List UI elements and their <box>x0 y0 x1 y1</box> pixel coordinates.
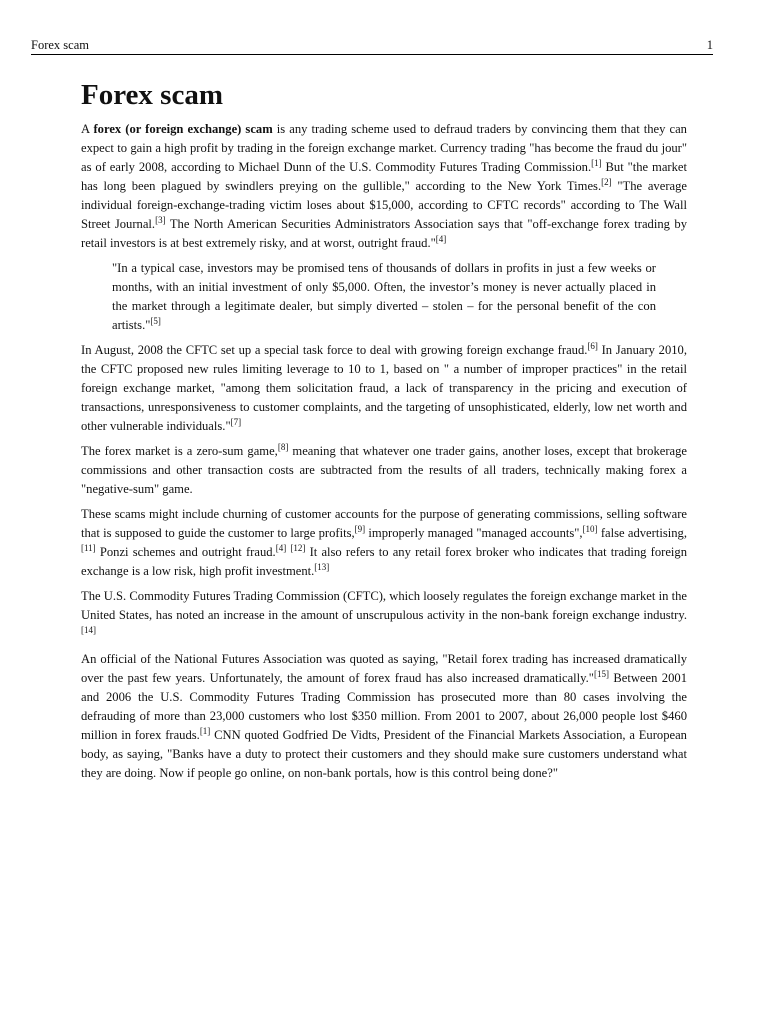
text: These scams might include churning of customer accounts for the purpose of generating commissions, selling software that is supposed to guide the customer to large profits, <box>81 507 687 540</box>
text: improperly managed "managed accounts", <box>365 526 583 540</box>
text: Ponzi schemes and outright fraud. <box>95 545 276 559</box>
citation-link[interactable]: [6] <box>587 341 598 351</box>
text: is any trading scheme used to defraud traders by convincing them that they can expect to gain a high profit by trading in the foreign exchange market. Currency trading "has become the fraud du jour" as of early 2008, according to Michael Dunn of the U.S. Commodity Futures Trading Commission. <box>81 122 687 174</box>
citation-link[interactable]: [8] <box>277 442 289 452</box>
paragraph-intro <box>81 120 687 253</box>
paragraph-zero-sum <box>81 442 687 499</box>
citation-link[interactable]: [7] <box>230 417 242 427</box>
citation-link[interactable]: [12] <box>290 543 306 553</box>
running-header <box>31 38 713 55</box>
page-title: Forex scam <box>81 79 223 111</box>
text: The North American Securities Administrators Association says that "off-exchange forex trading by retail investors is at best extremely risky, and at worst, outright fraud." <box>81 217 687 250</box>
text: In January 2010, the CFTC proposed new rules limiting leverage to 10 to 1, based on " a number of improper practices" in the retail foreign exchange market, "among them solicitation fraud, a lack of transparency in the pricing and execution of transactions, unresponsiveness to customer complaints, and the targeting of unsophisticated, elderly, low net worth and other vulnerable individuals." <box>81 343 688 433</box>
text: The U.S. Commodity Futures Trading Commission (CFTC), which loosely regulates the foreign exchange market in the United States, has noted an increase in the amount of unscrupulous activity in the non-bank foreign exchange industry. <box>81 589 687 622</box>
citation-link[interactable]: [14] <box>81 625 96 635</box>
citation-link[interactable]: [4] <box>275 543 287 553</box>
citation-link[interactable]: [9] <box>354 524 366 534</box>
paragraph-task-force <box>81 341 687 436</box>
text: Between 2001 and 2006 the U.S. Commodity Futures Trading Commission has prosecuted more than 80 cases involving the defrauding of more than 23,000 customers who lost $350 million. From 2001 to 2007, about 26,000 people lost $460 million in forex frauds. <box>81 671 687 742</box>
text: An official of the National Futures Association was quoted as saying, "Retail forex trading has increased dramatically over the past few years. Unfortunately, the amount of forex fraud has also increased dramatically." <box>81 652 687 685</box>
citation-link[interactable]: [2] <box>601 177 612 187</box>
citation-link[interactable]: [4] <box>435 234 447 244</box>
page-number: 1 <box>706 38 713 52</box>
text: meaning that whatever one trader gains, another loses, except that brokerage commissions and other transaction costs are subtracted from the results of all traders, technically making forex a "negative-sum" game. <box>81 444 687 496</box>
citation-link[interactable]: [3] <box>155 215 166 225</box>
paragraph-nfa <box>81 650 687 783</box>
citation-link[interactable]: [10] <box>582 524 598 534</box>
citation-link[interactable]: [1] <box>591 158 602 168</box>
citation-link[interactable]: [13] <box>314 562 330 572</box>
bold-term: forex (or foreign exchange) scam <box>93 122 273 136</box>
text: It also refers to any retail forex broker who indicates that trading foreign exchange is a low risk, high profit investment. <box>81 545 688 578</box>
text: false advertising, <box>597 526 687 540</box>
text: "The average individual foreign-exchange-trading victim loses about $15,000, according to CFTC records" according to The Wall Street Journal. <box>81 179 687 231</box>
quote-text: "In a typical case, investors may be promised tens of thousands of dollars in profits in just a few weeks or months, with an initial investment of only $5,000. Often, the investor’s money is never actually placed in the market through a legitimate dealer, but simply diverted – stolen – for the personal benefit of the con artists." <box>112 261 656 332</box>
text: But "the market has long been plagued by swindlers preying on the gullible," according to the New York Times. <box>81 160 687 193</box>
text: CNN quoted Godfried De Vidts, President of the Financial Markets Association, a European body, as saying, "Banks have a duty to protect their customers and they should make sure customers understand what they are doing. Now if people go online, on non-bank portals, how is this control being done?" <box>81 728 687 780</box>
article-body <box>81 76 687 789</box>
running-title: Forex scam <box>31 38 89 52</box>
citation-link[interactable]: [5] <box>150 316 161 326</box>
paragraph-scam-types <box>81 505 687 581</box>
citation-link[interactable]: [15] <box>593 669 609 679</box>
block-quote <box>112 259 656 335</box>
text: In August, 2008 the CFTC set up a special task force to deal with growing foreign exchange fraud. <box>81 343 588 357</box>
citation-link[interactable]: [1] <box>199 726 211 736</box>
paragraph-cftc <box>81 587 687 644</box>
text: A <box>81 122 94 136</box>
citation-link[interactable]: [11] <box>81 543 96 553</box>
text: The forex market is a zero-sum game, <box>81 444 278 458</box>
